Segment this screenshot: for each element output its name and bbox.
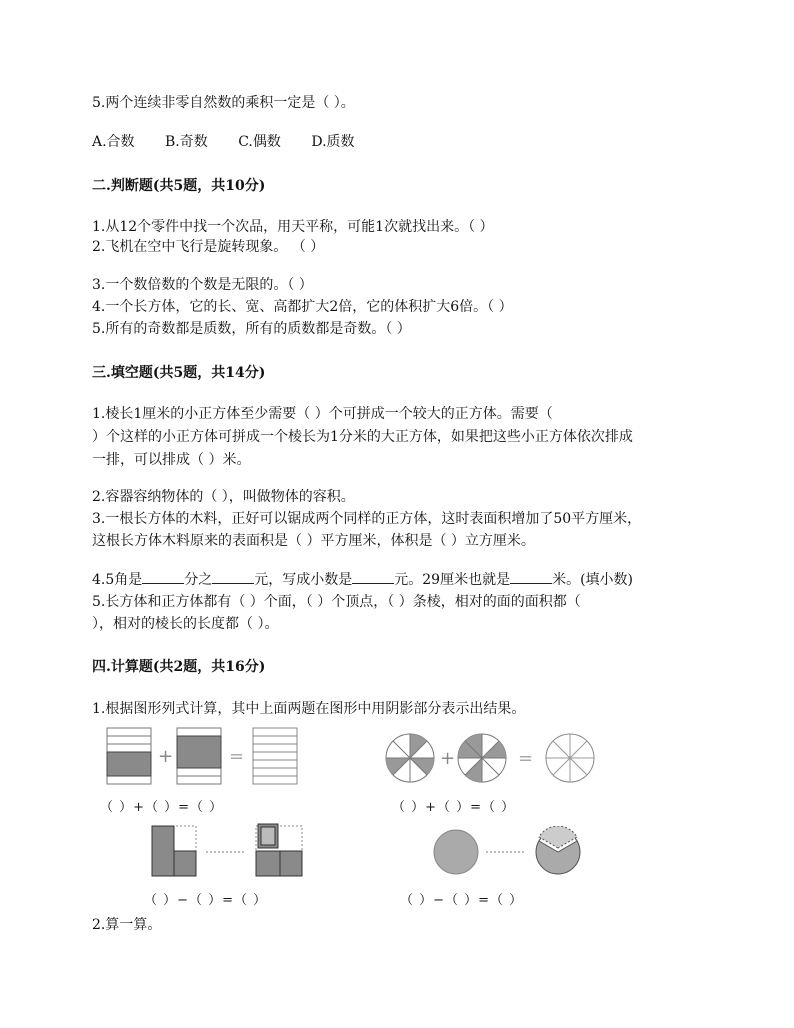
section-4-title: 四.计算题(共2题，共16分) <box>92 659 266 675</box>
fill-q4-part3: 元，写成小数是 <box>254 572 353 588</box>
option-b[interactable]: B.奇数 <box>165 134 208 150</box>
judge-item-3: 3.一个数倍数的个数是无限的。（ ） <box>92 277 313 293</box>
svg-text:+: + <box>440 748 456 769</box>
svg-text:=: = <box>518 748 534 769</box>
rectangle-addition-figure <box>105 726 305 788</box>
fill-q4-part4: 元。29厘米也就是 <box>394 572 511 588</box>
fill-q2: 2.容器容纳物体的（ ），叫做物体的容积。 <box>92 489 355 505</box>
formula-sub-right[interactable]: （ ）−（ ）=（ ） <box>400 893 524 908</box>
fill-blank[interactable] <box>142 571 184 584</box>
fill-blank[interactable] <box>510 571 552 584</box>
circle-subtraction-figure <box>432 826 592 878</box>
svg-text:=: = <box>229 746 245 767</box>
option-a[interactable]: A.合数 <box>92 134 135 150</box>
fill-q5-line2: ），相对的棱长的长度都（ ）。 <box>92 616 279 632</box>
svg-text:+: + <box>158 746 174 767</box>
option-d[interactable]: D.质数 <box>311 134 355 150</box>
rectangle-subtraction-figure <box>150 822 330 880</box>
fill-q4-part5: 米。(填小数) <box>552 572 634 588</box>
fill-q5-line1: 5.长方体和正方体都有（ ）个面，（ ）个顶点，（ ）条棱，相对的面的面积都（ <box>92 594 581 610</box>
question-5-stem: 5.两个连续非零自然数的乘积一定是（ ）。 <box>92 95 355 111</box>
fill-q1-line1: 1.棱长1厘米的小正方体至少需要（ ）个可拼成一个较大的正方体。需要（ <box>92 406 553 422</box>
fill-q3-line1: 3.一根长方体的木料，正好可以锯成两个同样的正方体，这时表面积增加了50平方厘米， <box>92 511 642 527</box>
fill-q4-part1: 4.5角是 <box>92 572 143 588</box>
question-5-options <box>92 133 381 151</box>
formula-sub-left[interactable]: （ ）−（ ）=（ ） <box>144 893 268 908</box>
option-c[interactable]: C.偶数 <box>238 134 281 150</box>
section-3-title: 三.填空题(共5题，共14分) <box>92 365 266 381</box>
section-2-title: 二.判断题(共5题，共10分) <box>92 178 266 194</box>
fill-q4-part2: 分之 <box>184 572 213 588</box>
fill-q1-line2: ）个这样的小正方体可拼成一个棱长为1分米的大正方体，如果把这些小正方体依次排成 <box>92 429 633 445</box>
judge-item-2: 2.飞机在空中飞行是旋转现象。 （ ） <box>92 239 325 255</box>
calc-q1: 1.根据图形列式计算，其中上面两题在图形中用阴影部分表示出结果。 <box>92 701 526 717</box>
formula-add-left[interactable]: （ ）+（ ）=（ ） <box>100 800 224 815</box>
fill-q1-line3: 一排，可以排成（ ）米。 <box>92 452 251 468</box>
judge-item-4: 4.一个长方体，它的长、宽、高都扩大2倍，它的体积扩大6倍。（ ） <box>92 299 513 315</box>
fill-q4 <box>92 571 633 589</box>
formula-add-right[interactable]: （ ）+（ ）=（ ） <box>392 800 516 815</box>
fill-blank[interactable] <box>352 571 394 584</box>
fill-blank[interactable] <box>212 571 254 584</box>
fill-q3-line2: 这根长方体木料原来的表面积是（ ）平方厘米，体积是（ ）立方厘米。 <box>92 533 535 549</box>
circle-addition-figure <box>384 732 600 784</box>
judge-item-1: 1.从12个零件中找一个次品，用天平称，可能1次就找出来。（ ） <box>92 219 494 235</box>
calc-q2: 2.算一算。 <box>92 917 162 933</box>
judge-item-5: 5.所有的奇数都是质数，所有的质数都是奇数。（ ） <box>92 321 411 337</box>
